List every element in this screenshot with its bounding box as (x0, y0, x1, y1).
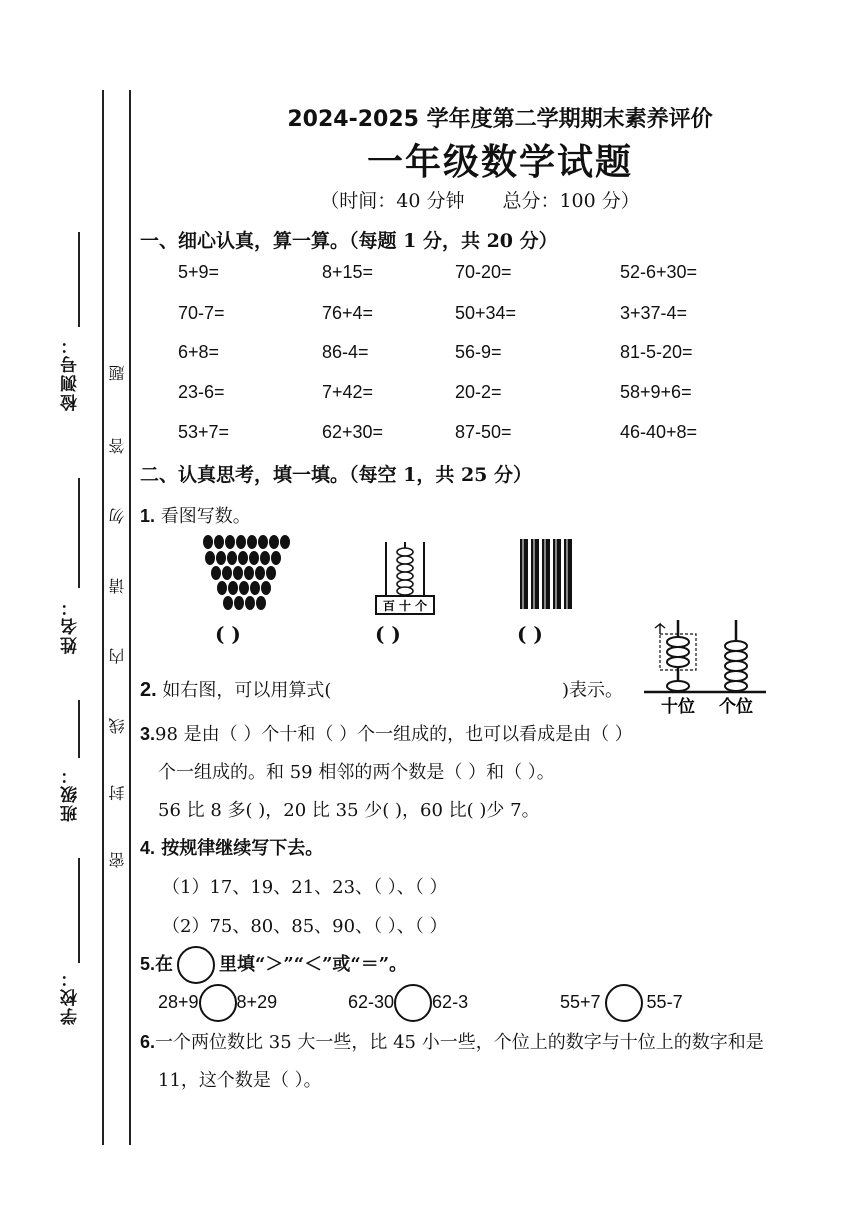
field-line-class (78, 700, 80, 758)
q3-line1-text: 98 是由（ ）个十和（ ）个一组成的，也可以看成是由（ ） (155, 724, 633, 745)
dot (227, 551, 237, 565)
q2-number: 2. (140, 679, 157, 701)
dot (244, 566, 254, 580)
dot (261, 581, 271, 595)
field-label-name: 姓名： (61, 597, 81, 654)
q2-text-b: )表示。 (562, 680, 624, 701)
field-label-class: 班级： (61, 765, 81, 822)
exam-title: 2024-2025 学年度第二学期期末素养评价 (287, 107, 713, 132)
calc-problem: 70-20= (455, 262, 512, 282)
q6-number: 6. (140, 1032, 156, 1052)
dot (245, 596, 255, 610)
q5-item-2 (348, 984, 468, 1022)
calc-problem: 76+4= (322, 303, 374, 323)
label-ones: 个位 (719, 697, 753, 717)
label-tens: 十位 (661, 697, 695, 717)
q3-number: 3. (140, 724, 156, 744)
calc-problem: 81-5-20= (620, 342, 693, 362)
abacus-place-labels: 百 十 个 (382, 599, 428, 613)
calc-problem: 6+8= (178, 342, 220, 362)
q5-item-1 (158, 984, 277, 1022)
compare-circle-icon[interactable] (199, 984, 237, 1022)
dot (260, 551, 270, 565)
calc-problem: 70-7= (178, 303, 225, 323)
calc-problem: 3+37-4= (620, 303, 688, 323)
seal-char: 线 (108, 718, 127, 734)
q3-line2: 个一组成的。和 59 相邻的两个数是（ ）和（ ）。 (158, 762, 555, 783)
q3-line3: 56 比 8 多( )，20 比 35 少( )，60 比( )少 7。 (158, 800, 540, 821)
q5 (140, 946, 407, 984)
dot (256, 596, 266, 610)
calc-problem: 62+30= (322, 422, 384, 442)
field-line-exam-number (78, 232, 80, 327)
q2-text-a: 如右图，可以用算式( (162, 680, 332, 701)
sticks-picture (518, 537, 578, 612)
dot (269, 535, 279, 549)
dot (250, 581, 260, 595)
q4-line2: （2）75、80、85、90、（ ）、（ ） (162, 916, 448, 937)
q4-text: 按规律继续写下去。 (161, 838, 324, 859)
compare-circle-icon[interactable] (394, 984, 432, 1022)
calc-problem: 5+9= (178, 262, 220, 282)
q5-number: 5. (140, 954, 156, 974)
field-line-name (78, 478, 80, 588)
seal-char: 请 (108, 578, 127, 594)
q5-item-3-left: 55+7 (560, 991, 601, 1012)
q1-text: 看图写数。 (160, 506, 251, 527)
dot (266, 566, 276, 580)
dot (228, 581, 238, 595)
calc-problem: 8+15= (322, 262, 374, 282)
margin-line-left (102, 90, 104, 1145)
q3-line1 (140, 720, 633, 746)
dot (225, 535, 235, 549)
calc-problem: 46-40+8= (620, 422, 698, 442)
q1-blank-abacus: ( ) (375, 622, 401, 646)
field-line-school (78, 858, 80, 963)
calc-problem: 87-50= (455, 422, 512, 442)
dot (239, 581, 249, 595)
q5-item-2-right: 62-3 (432, 991, 469, 1012)
calc-problem: 53+7= (178, 422, 230, 442)
calc-problem: 58+9+6= (620, 382, 692, 402)
dot (217, 581, 227, 595)
dot (236, 535, 246, 549)
dot (255, 566, 265, 580)
calc-problem: 50+34= (455, 303, 517, 323)
q5-item-1-right: 8+29 (236, 991, 278, 1012)
dot (233, 566, 243, 580)
dot (280, 535, 290, 549)
field-label-school: 学校： (61, 968, 81, 1025)
section1-heading: 一、细心认真，算一算。（每题 1 分，共 20 分） (140, 230, 558, 252)
margin-line-right (129, 90, 131, 1145)
q6-line1 (140, 1028, 764, 1054)
q4 (140, 834, 323, 860)
dot (247, 535, 257, 549)
q5-item-3 (560, 984, 683, 1022)
dot (214, 535, 224, 549)
dot (234, 596, 244, 610)
place-value-abacus (640, 612, 770, 718)
calc-problem: 20-2= (455, 382, 502, 402)
dot (238, 551, 248, 565)
seal-char: 勿 (108, 508, 127, 524)
calc-problem: 56-9= (455, 342, 502, 362)
q1 (140, 502, 251, 528)
calc-problem: 86-4= (322, 342, 369, 362)
compare-circle-icon[interactable] (605, 984, 643, 1022)
dot (203, 535, 213, 549)
calc-problem: 23-6= (178, 382, 225, 402)
seal-char: 密 (108, 852, 127, 868)
q5-item-3-right: 55-7 (646, 991, 683, 1012)
seal-char: 答 (108, 438, 127, 454)
q5-text-a: 在 (155, 954, 174, 975)
dot (258, 535, 268, 549)
q2 (140, 676, 331, 702)
dot (223, 596, 233, 610)
dot (211, 566, 221, 580)
exam-meta: （时间：40 分钟 总分：100 分） (320, 190, 640, 212)
calc-problem: 7+42= (322, 382, 374, 402)
q4-line1: （1）17、19、21、23、（ ）、（ ） (162, 877, 448, 898)
seal-char: 题 (108, 365, 127, 381)
q5-text-b: 里填“＞”“＜”或“＝”。 (219, 954, 408, 975)
q1-blank-dots: ( ) (215, 622, 241, 646)
compare-circle-icon (177, 946, 215, 984)
field-label-exam-number: 检测号： (61, 335, 81, 411)
dots-picture (200, 535, 300, 610)
section2-heading: 二、认真思考，填一填。（每空 1，共 25 分） (140, 464, 533, 486)
exam-subtitle: 一年级数学试题 (366, 141, 633, 183)
dot (222, 566, 232, 580)
q6-line2: 11，这个数是（ ）。 (158, 1070, 322, 1091)
q6-line1-text: 一个两位数比 35 大一些，比 45 小一些，个位上的数字与十位上的数字和是 (155, 1032, 764, 1053)
dot (216, 551, 226, 565)
seal-char: 内 (108, 648, 127, 664)
q4-number: 4. (140, 838, 156, 858)
q5-item-1-left: 28+9 (158, 991, 199, 1012)
calc-problem: 52-6+30= (620, 262, 698, 282)
abacus-picture (370, 538, 440, 616)
q5-item-2-left: 62-30 (348, 991, 395, 1012)
dot (205, 551, 215, 565)
seal-char: 封 (108, 785, 127, 801)
q1-blank-sticks: ( ) (517, 622, 543, 646)
q1-number: 1. (140, 506, 156, 526)
dot (249, 551, 259, 565)
dot (271, 551, 281, 565)
